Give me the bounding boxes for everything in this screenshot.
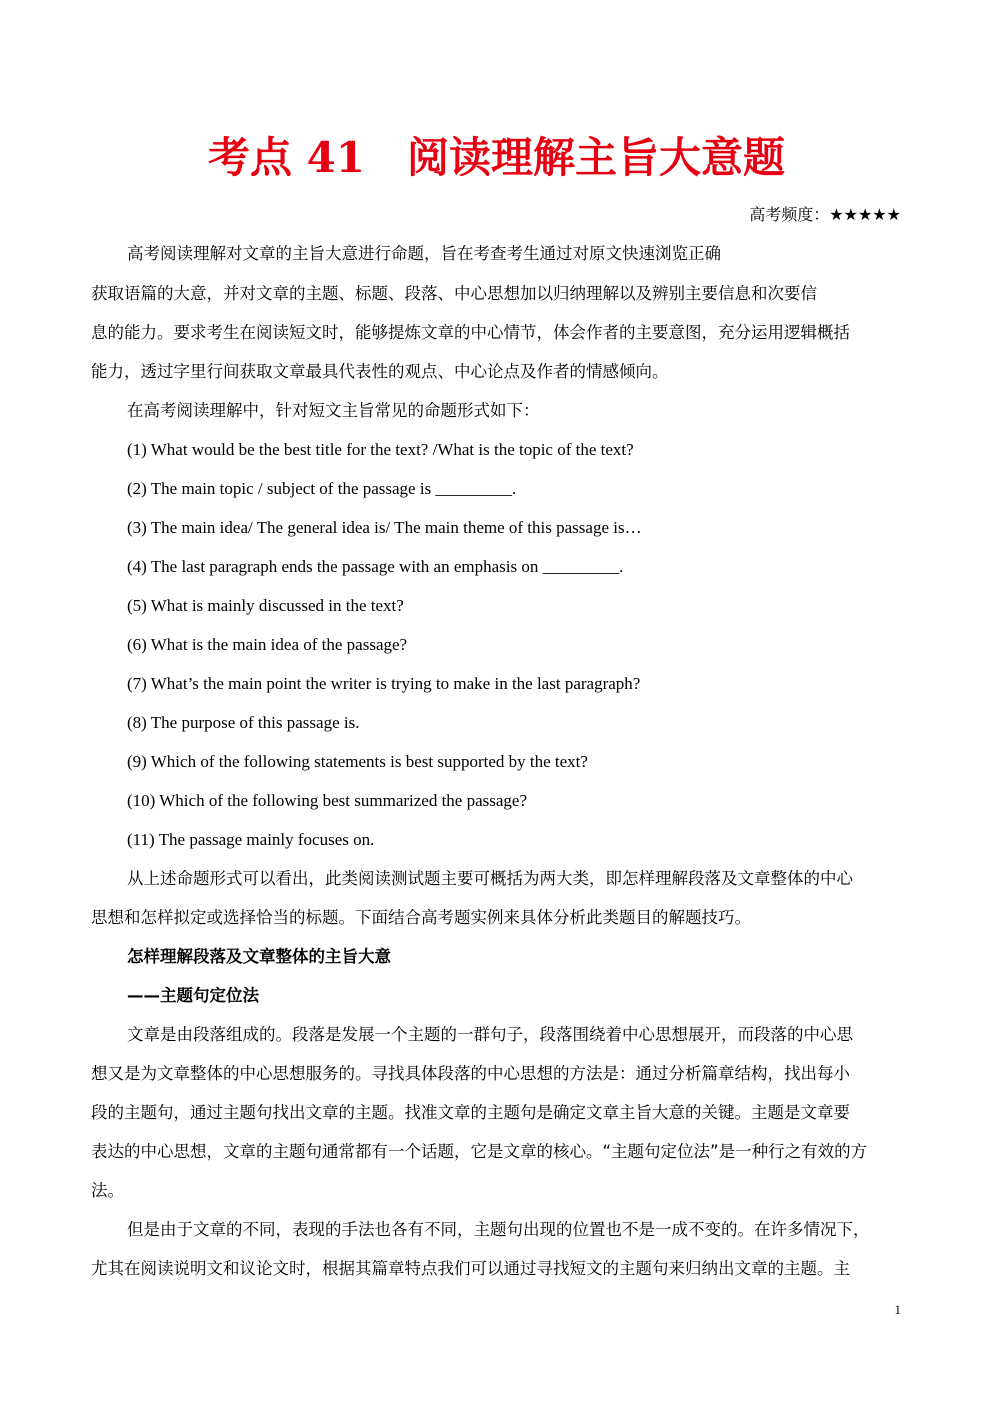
para2-line-2: 尤其在阅读说明文和议论文时，根据其篇章特点我们可以通过寻找短文的主题句来归纳出文章的主题。主 bbox=[91, 1259, 850, 1278]
intro-line-4: 能力，透过字里行间获取文章最具代表性的观点、中心论点及作者的情感倾向。 bbox=[91, 362, 669, 381]
para1-line-1: 文章是由段落组成的。段落是发展一个主题的一群句子，段落围绕着中心思想展开，而段落的中心思 bbox=[127, 1025, 853, 1044]
para1-line-4: 表达的中心思想，文章的主题句通常都有一个话题，它是文章的核心。“主题句定位法”是一种行之有效的方 bbox=[91, 1142, 868, 1161]
method-heading: ——主题句定位法 bbox=[127, 986, 259, 1005]
forms-heading: 在高考阅读理解中，针对短文主旨常见的命题形式如下： bbox=[127, 401, 540, 420]
question-item: (1) What would be the best title for the text? /What is the topic of the text? bbox=[127, 440, 634, 459]
section-heading: 怎样理解段落及文章整体的主旨大意 bbox=[127, 947, 391, 966]
question-item: (5) What is mainly discussed in the text? bbox=[127, 596, 404, 615]
page-title: 考点 41 阅读理解主旨大意题 bbox=[207, 133, 786, 182]
intro-line-3: 息的能力。要求考生在阅读短文时，能够提炼文章的中心情节，体会作者的主要意图，充分运用逻辑概括 bbox=[91, 323, 850, 342]
question-item: (3) The main idea/ The general idea is/ The main theme of this passage is… bbox=[127, 518, 642, 537]
para2-line-1: 但是由于文章的不同，表现的手法也各有不同，主题句出现的位置也不是一成不变的。在许多情况下， bbox=[127, 1220, 870, 1239]
question-item: (8) The purpose of this passage is. bbox=[127, 713, 360, 732]
intro-line-2: 获取语篇的大意，并对文章的主题、标题、段落、中心思想加以归纳理解以及辨别主要信息和次要信 bbox=[91, 284, 817, 303]
question-item: (9) Which of the following statements is best supported by the text? bbox=[127, 752, 588, 771]
question-item: (6) What is the main idea of the passage? bbox=[127, 635, 408, 654]
page-number: 1 bbox=[894, 1302, 901, 1317]
question-item: (10) Which of the following best summarized the passage? bbox=[127, 791, 528, 810]
question-item: (2) The main topic / subject of the passage is _________. bbox=[127, 479, 517, 498]
para1-line-5: 法。 bbox=[91, 1181, 124, 1200]
summary-line-2: 思想和怎样拟定或选择恰当的标题。下面结合高考题实例来具体分析此类题目的解题技巧。 bbox=[91, 908, 751, 927]
question-item: (4) The last paragraph ends the passage with an emphasis on _________. bbox=[127, 557, 624, 576]
para1-line-2: 想又是为文章整体的中心思想服务的。寻找具体段落的中心思想的方法是：通过分析篇章结构，找出每小 bbox=[91, 1064, 850, 1083]
question-item: (7) What’s the main point the writer is trying to make in the last paragraph? bbox=[127, 674, 641, 693]
question-item: (11) The passage mainly focuses on. bbox=[127, 830, 375, 849]
para1-line-3: 段的主题句，通过主题句找出文章的主题。找准文章的主题句是确定文章主旨大意的关键。主题是文章要 bbox=[91, 1103, 850, 1122]
frequency-rating: 高考频度：★★★★★ bbox=[749, 205, 901, 224]
summary-line-1: 从上述命题形式可以看出，此类阅读测试题主要可概括为两大类，即怎样理解段落及文章整体的中心 bbox=[127, 869, 853, 888]
intro-line-1: 高考阅读理解对文章的主旨大意进行命题，旨在考查考生通过对原文快速浏览正确 bbox=[127, 244, 721, 263]
